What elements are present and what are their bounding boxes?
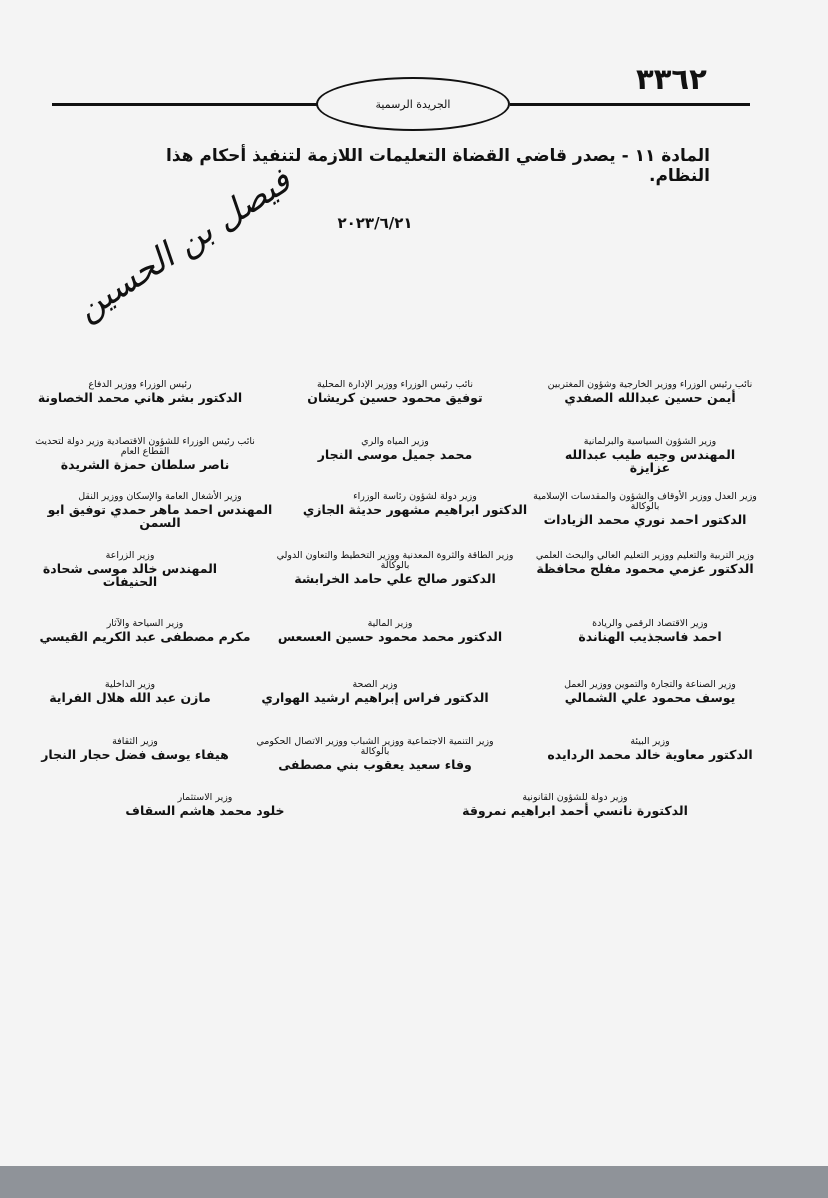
- minister-entry: [265, 551, 525, 585]
- minister-entry: [30, 680, 230, 704]
- minister-title: وزير الاستثمار: [177, 792, 233, 803]
- minister-entry: [25, 492, 295, 529]
- minister-name: محمد جميل موسى النجار: [317, 446, 473, 462]
- minister-entry: [530, 492, 760, 526]
- minister-title: وزير دولة للشؤون القانونية: [522, 792, 628, 803]
- minister-name: الدكتور فراس إبراهيم ارشيد الهواري: [261, 689, 489, 705]
- minister-entry: [20, 619, 270, 643]
- minister-title: وزير السياحة والآثار: [106, 618, 184, 629]
- minister-entry: [530, 551, 760, 575]
- minister-name: هيفاء يوسف فضل حجار النجار: [41, 746, 229, 762]
- minister-title: وزير التربية والتعليم ووزير التعليم العالي والبحث العلمي: [535, 550, 755, 561]
- gazette-label: الجريدة الرسمية: [375, 97, 451, 111]
- minister-name: الدكتور ابراهيم مشهور حديثة الجازي: [302, 501, 528, 517]
- viewer-footer-bar: [0, 1166, 828, 1198]
- minister-name: أيمن حسين عبدالله الصفدي: [564, 389, 736, 405]
- minister-title: وزير العدل ووزير الأوقاف والشؤون والمقدسات الإسلامية بالوكالة: [533, 491, 757, 512]
- minister-title: نائب رئيس الوزراء للشؤون الاقتصادية وزير دولة لتحديث القطاع العام: [35, 436, 255, 457]
- minister-name: الدكتور محمد محمود حسين العسعس: [277, 628, 503, 644]
- minister-title: نائب رئيس الوزراء ووزير الخارجية وشؤون المغتربين: [547, 379, 753, 390]
- minister-title: نائب رئيس الوزراء ووزير الإدارة المحلية: [317, 379, 473, 390]
- minister-title: وزير الطاقة والثروة المعدنية ووزير التخطيط والتعاون الدولي بالوكالة: [276, 550, 514, 571]
- article-text: المادة ١١ - يصدر قاضي القضاة التعليمات اللازمة لتنفيذ أحكام هذا النظام.: [166, 146, 710, 186]
- minister-name: الدكتور عزمي محمود مفلح محافظة: [536, 560, 754, 576]
- minister-entry: [530, 737, 770, 761]
- minister-entry: [25, 437, 265, 471]
- page-number: ٣٣٦٢: [636, 62, 707, 96]
- minister-title: وزير البيئة: [630, 736, 670, 747]
- minister-title: رئيس الوزراء ووزير الدفاع: [88, 379, 192, 390]
- header-rule-left: [52, 103, 318, 106]
- minister-title: وزير الاقتصاد الرقمي والريادة: [592, 618, 708, 629]
- minister-name: توفيق محمود حسين كريشان: [307, 389, 483, 405]
- minister-title: وزير الأشغال العامة والإسكان ووزير النقل: [78, 491, 242, 502]
- minister-entry: [460, 793, 690, 817]
- minister-name: المهندس احمد ماهر حمدي توفيق ابو السمن: [47, 501, 273, 531]
- minister-title: وزير المالية: [367, 618, 413, 629]
- minister-entry: [40, 551, 220, 588]
- header-rule-right: [510, 103, 750, 106]
- minister-name: يوسف محمود علي الشمالي: [564, 689, 736, 705]
- minister-entry: [290, 380, 500, 404]
- minister-name: خلود محمد هاشم السقاف: [125, 802, 285, 818]
- minister-entry: [240, 680, 510, 704]
- minister-name: الدكتورة نانسي أحمد ابراهيم نمروقة: [462, 802, 688, 818]
- royal-signature: فيصل بن الحسين: [69, 160, 298, 329]
- minister-name: مازن عبد الله هلال الفراية: [49, 689, 211, 705]
- minister-title: وزير المياه والري: [361, 436, 429, 447]
- minister-title: وزير الشؤون السياسية والبرلمانية: [583, 436, 717, 447]
- minister-name: المهندس خالد موسى شحادة الحنيفات: [42, 560, 218, 590]
- minister-entry: [545, 437, 755, 474]
- minister-title: وزير دولة لشؤون رئاسة الوزراء: [353, 491, 477, 502]
- minister-entry: [30, 380, 250, 404]
- minister-title: وزير الثقافة: [112, 736, 158, 747]
- minister-entry: [300, 492, 530, 516]
- minister-title: وزير التنمية الاجتماعية ووزير الشباب ووزير الاتصال الحكومي بالوكالة: [256, 736, 494, 757]
- minister-title: وزير الداخلية: [104, 679, 156, 690]
- minister-title: وزير الصحة: [352, 679, 398, 690]
- minister-entry: [120, 793, 290, 817]
- minister-name: الدكتور صالح علي حامد الخرابشة: [294, 570, 496, 586]
- minister-title: وزير الزراعة: [105, 550, 155, 561]
- minister-entry: [290, 437, 500, 461]
- minister-title: وزير الصناعة والتجارة والتموين ووزير العمل: [564, 679, 736, 690]
- minister-entry: [545, 619, 755, 643]
- minister-name: ناصر سلطان حمزة الشريدة: [60, 456, 230, 472]
- minister-name: الدكتور معاوية خالد محمد الردايده: [547, 746, 753, 762]
- minister-name: الدكتور بشر هاني محمد الخصاونة: [37, 389, 243, 405]
- gazette-oval: [316, 77, 510, 131]
- minister-name: المهندس وجيه طيب عبدالله عزايزة: [564, 446, 736, 476]
- minister-name: وفاء سعيد يعقوب بني مصطفى: [278, 756, 472, 772]
- minister-name: الدكتور احمد نوري محمد الزيادات: [543, 511, 747, 527]
- minister-name: مكرم مصطفى عبد الكريم القيسي: [39, 628, 251, 644]
- minister-entry: [265, 619, 515, 643]
- minister-entry: [545, 380, 755, 404]
- minister-name: احمد فاسجذيب الهناندة: [578, 628, 722, 644]
- decree-date: ٢٠٢٣/٦/٢١: [337, 214, 413, 232]
- minister-entry: [250, 737, 500, 771]
- minister-entry: [530, 680, 770, 704]
- minister-entry: [20, 737, 250, 761]
